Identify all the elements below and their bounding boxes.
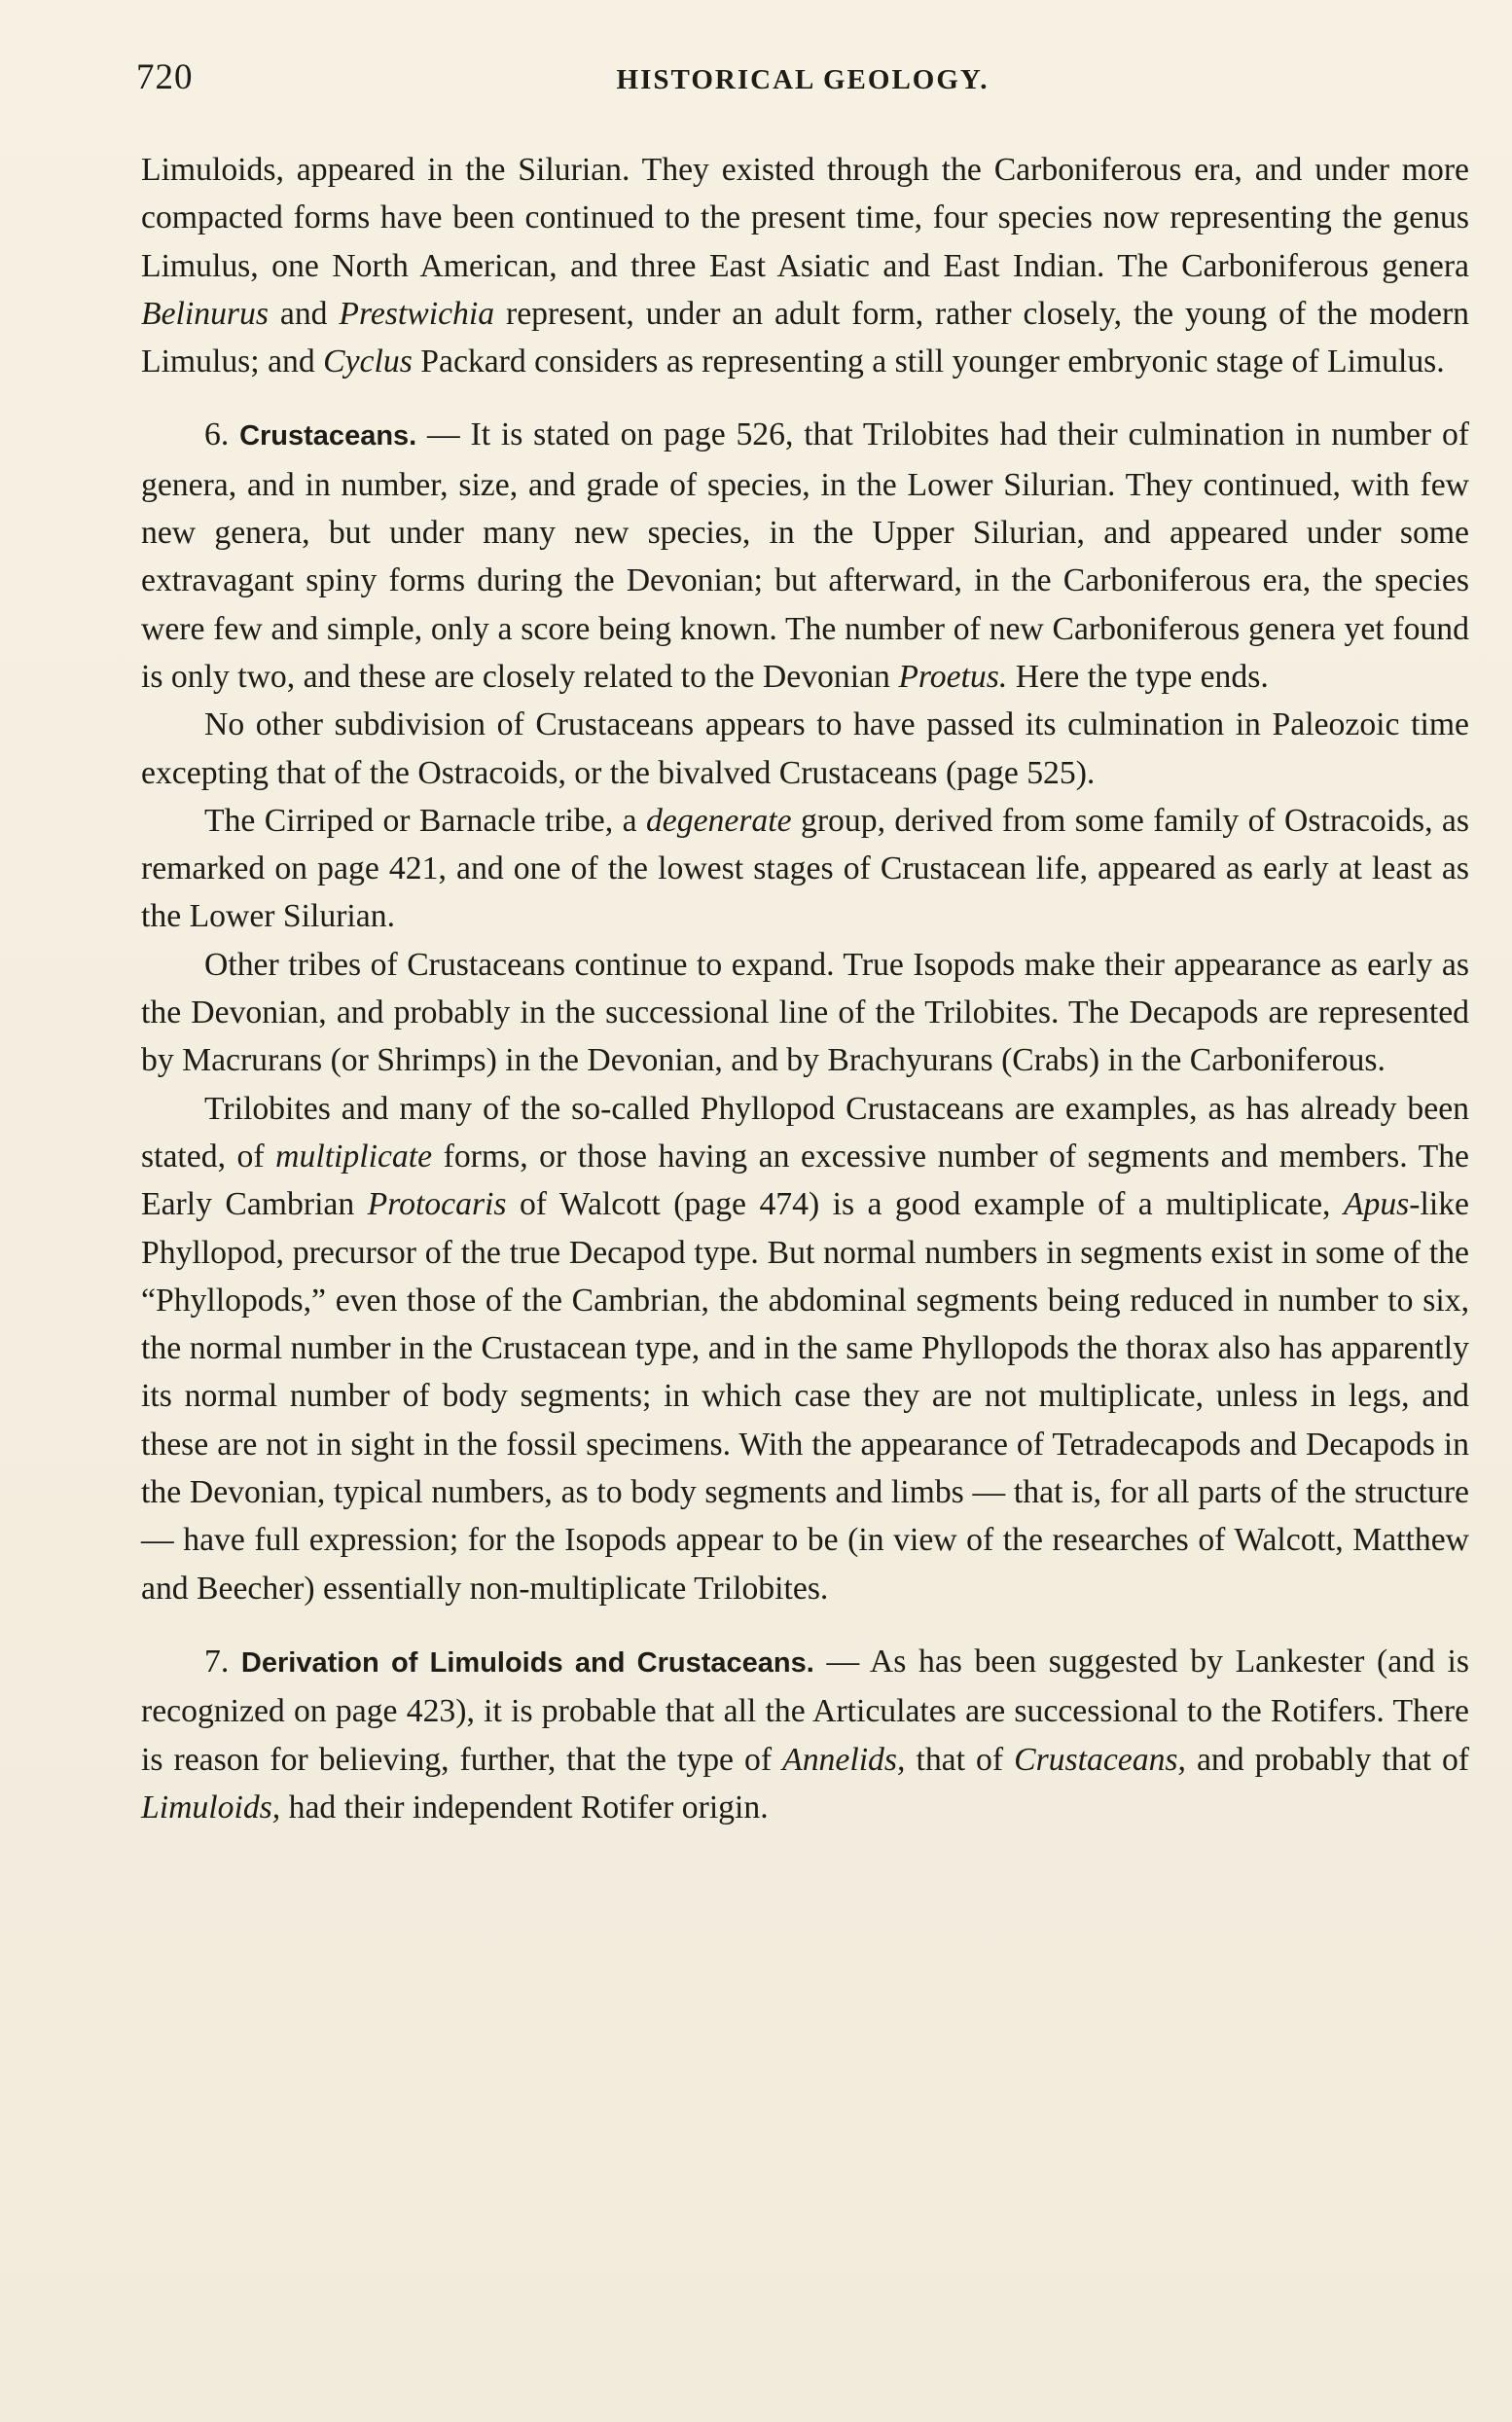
- italic-term: Annelids,: [782, 1741, 906, 1778]
- italic-term: Crustaceans,: [1014, 1741, 1186, 1778]
- paragraph-ostracoids: No other subdivision of Crustaceans appears to have passed its culmination in Paleozoic time excepting that of the Ostracoids, or the bivalved Crustaceans (page 525).: [141, 706, 1469, 791]
- paragraph-trilobites: Trilobites and many of the so-called Phyllopod Crustaceans are examples, as has already been stated, of multiplicate forms, or those having an excessive number of segments and members. The Early Cambrian Protocaris of Walcott (page 474) is a good example of a multiplicate, Apus-like Phyllopod, precursor of the true Decapod type. But normal numbers in segments exist in some of the “Phyllopods,” even those of the Cambrian, the abdominal segments being reduced in number to six, the normal number in the Crustacean type, and in the same Phyllopods the thorax also has apparently its normal number of body segments; in which case they are not multiplicate, unless in legs, and these are not in sight in the fossil specimens. With the appearance of Tetradecapods and Decapods in the Devonian, typical numbers, as to body segments and limbs — that is, for all parts of the structure — have full expression; for the Isopods appear to be (in view of the researches of Walcott, Matthew and Beecher) essentially non-multiplicate Trilobites.: [141, 1090, 1470, 1607]
- running-head: HISTORICAL GEOLOGY.: [616, 64, 990, 95]
- section-number: 6.: [204, 416, 240, 453]
- paragraph-other-tribes: Other tribes of Crustaceans continue to expand. True Isopods make their appearance as early as the Devonian, and probably in the successional line of the Trilobites. The Decapods are represented by Macrurans (or Shrimps) in the Devonian, and by Brachyurans (Crabs) in the Carboniferous.: [141, 946, 1469, 1079]
- page-header: [136, 56, 1469, 105]
- italic-term: Limuloids,: [141, 1789, 281, 1826]
- paragraph-limuloids: Limuloids, appeared in the Silurian. They existed through the Carboniferous era, and under more compacted forms have been continued to the present time, four species now representing the genus Limulus, one North American, and three East Asiatic and East Indian. The Carboniferous genera Belinurus and Prestwichia represent, under an adult form, rather closely, the young of the modern Limulus; and Cyclus Packard considers as representing a still younger embryonic stage of Limulus.: [141, 152, 1470, 380]
- section-number: 7.: [204, 1643, 241, 1680]
- italic-term: Belinurus: [141, 295, 269, 332]
- italic-term: multiplicate: [275, 1138, 433, 1175]
- italic-term: Cyclus: [323, 343, 413, 380]
- italic-term: Prestwichia: [339, 295, 495, 332]
- body-text: [141, 146, 1469, 1831]
- section-7-derivation: 7. Derivation of Limuloids and Crustaceans. — As has been suggested by Lankester (and is recognized on page 423), it is probable that all the Articulates are successional to the Rotifers. There is reason for believing, further, that the type of Annelids, that of Crustaceans, and probably that of Limuloids, had their independent Rotifer origin.: [141, 1643, 1470, 1826]
- italic-term: Protocaris: [367, 1186, 507, 1223]
- page-number: 720: [136, 57, 194, 97]
- section-heading: Crustaceans.: [239, 420, 417, 452]
- italic-term: degenerate: [645, 802, 792, 839]
- paragraph-cirriped: The Cirriped or Barnacle tribe, a degenerate group, derived from some family of Ostracoids, as remarked on page 421, and one of the lowest stages of Crustacean life, appeared as early at least as the Lower Silurian.: [141, 802, 1469, 935]
- italic-term: Apus: [1343, 1186, 1410, 1223]
- section-heading: Derivation of Limuloids and Crustaceans.: [240, 1646, 814, 1679]
- section-6-crustaceans: 6. Crustaceans. — It is stated on page 526, that Trilobites had their culmination in number of genera, and in number, size, and grade of species, in the Lower Silurian. They continued, with few new genera, but under many new species, in the Upper Silurian, and appeared under some extravagant spiny forms during the Devonian; but afterward, in the Carboniferous era, the species were few and simple, only a score being known. The number of new Carboniferous genera yet found is only two, and these are closely related to the Devonian Proetus. Here the type ends.: [141, 416, 1470, 695]
- italic-term: Proetus.: [898, 658, 1008, 695]
